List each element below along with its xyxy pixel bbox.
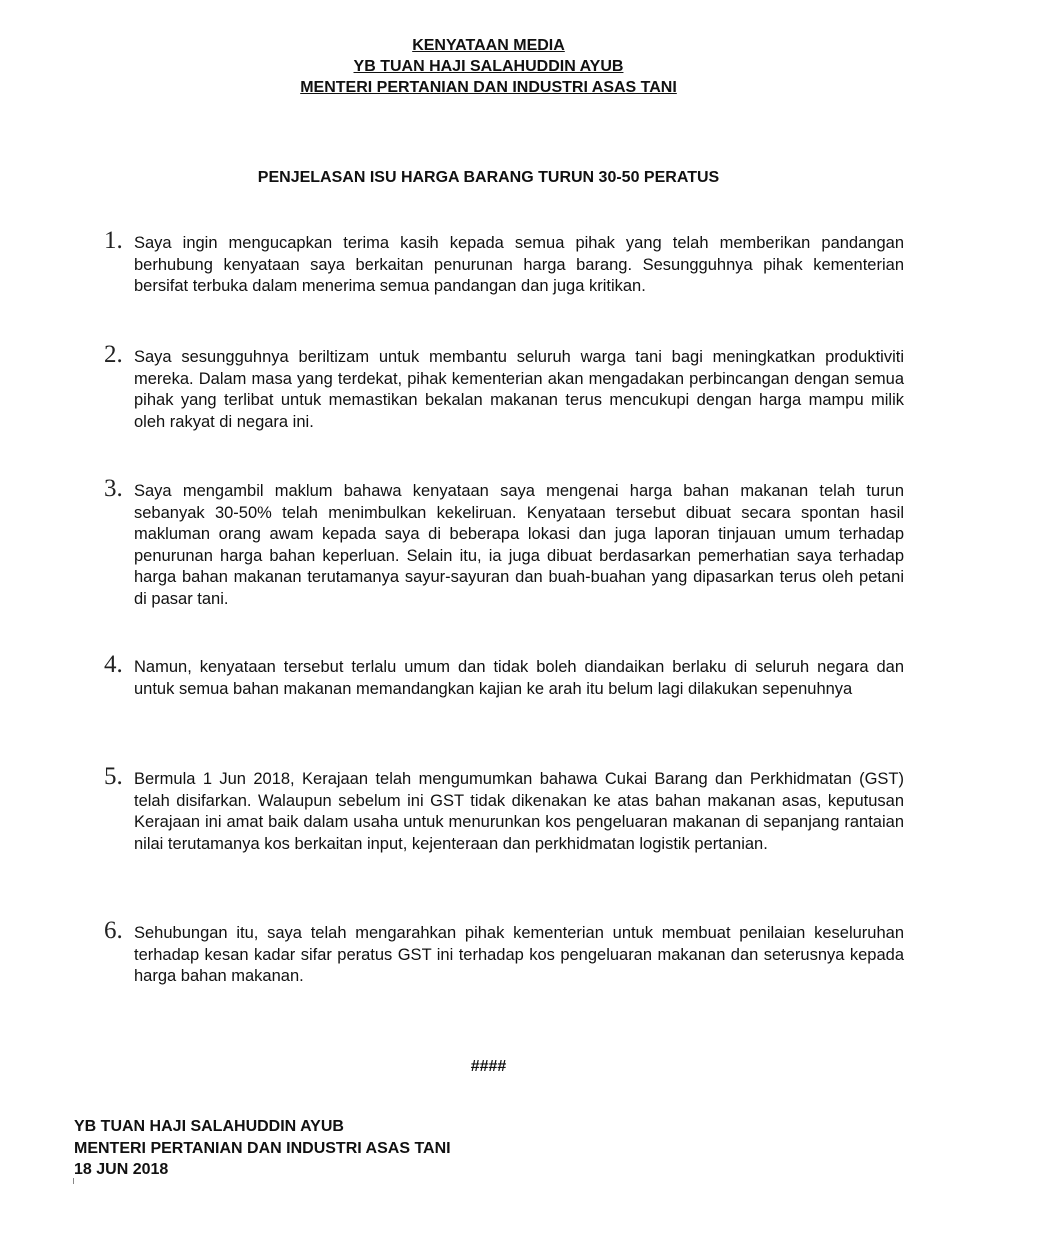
paragraph-number: 4.: [104, 651, 123, 678]
paragraph-2: [104, 341, 904, 433]
signature-block: [74, 1116, 451, 1181]
paragraph-number: 6.: [104, 917, 123, 944]
paragraph-text: Saya sesungguhnya beriltizam untuk membantu seluruh warga tani bagi meningkatkan produktiviti mereka. Dalam masa yang terdekat, pihak kementerian akan mengadakan perbincangan dengan semua pihak yang terlibat untuk memastikan bekalan makanan terus mencukupi dengan harga mampu milik oleh rakyat di negara ini.: [134, 348, 904, 431]
signature-name: YB TUAN HAJI SALAHUDDIN AYUB: [74, 1118, 344, 1135]
end-separator: ####: [470, 1058, 507, 1075]
header-minister-name: YB TUAN HAJI SALAHUDDIN AYUB: [353, 58, 624, 75]
paragraph-4: [104, 651, 904, 700]
signature-title: MENTERI PERTANIAN DAN INDUSTRI ASAS TANI: [74, 1139, 451, 1157]
paragraph-text: Sehubungan itu, saya telah mengarahkan pihak kementerian untuk membuat penilaian keseluruhan terhadap kesan kadar sifar peratus GST ini terhadap kos pengeluaran makanan dan seterusnya kepada harga bahan makanan.: [134, 924, 904, 985]
paragraph-number: 5.: [104, 763, 123, 790]
paragraph-6: [104, 917, 904, 988]
paragraph-number: 2.: [104, 341, 123, 368]
paragraph-1: [104, 227, 904, 298]
page-mark: [73, 1178, 74, 1184]
paragraph-text: Namun, kenyataan tersebut terlalu umum dan tidak boleh diandaikan berlaku di seluruh negara dan untuk semua bahan makanan memandangkan kajian ke arah itu belum lagi dilakukan sepenuhnya: [134, 658, 904, 698]
signature-date: 18 JUN 2018: [74, 1161, 169, 1178]
document-header: [0, 35, 977, 98]
header-ministry: MENTERI PERTANIAN DAN INDUSTRI ASAS TANI: [300, 79, 677, 96]
paragraph-text: Saya mengambil maklum bahawa kenyataan saya mengenai harga bahan makanan telah turun sebanyak 30-50% telah menimbulkan kekeliruan. Kenyataan tersebut dibuat secara spontan hasil makluman orang awam kepada saya di beberapa lokasi dan juga laporan tinjauan umum terhadap penurunan harga bahan keperluan. Selain itu, ia juga dibuat berdasarkan pemerhatian saya terhadap harga bahan makanan terutamanya sayur-sayuran dan buah-buahan yang dipasarkan terus oleh petani di pasar tani.: [134, 482, 904, 608]
paragraph-number: 3.: [104, 475, 123, 502]
paragraph-text: Saya ingin mengucapkan terima kasih kepada semua pihak yang telah memberikan pandangan berhubung kenyataan saya berkaitan penurunan harga barang. Sesungguhnya pihak kementerian bersifat terbuka dalam menerima semua pandangan dan juga kritikan.: [134, 234, 904, 295]
document-subject: PENJELASAN ISU HARGA BARANG TURUN 30-50 PERATUS: [257, 169, 720, 186]
paragraph-3: [104, 475, 904, 610]
paragraph-5: [104, 763, 904, 855]
header-title: KENYATAAN MEDIA: [412, 37, 565, 54]
paragraph-number: 1.: [104, 227, 123, 254]
paragraph-text: Bermula 1 Jun 2018, Kerajaan telah mengumumkan bahawa Cukai Barang dan Perkhidmatan (GST) telah disifarkan. Walaupun sebelum ini GST tidak dikenakan ke atas bahan makanan asas, keputusan Kerajaan ini amat baik dalam usaha untuk menurunkan kos pengeluaran makanan di sepanjang rantaian nilai terutamanya kos berkaitan input, kejenteraan dan perkhidmatan logistik pertanian.: [134, 770, 904, 853]
